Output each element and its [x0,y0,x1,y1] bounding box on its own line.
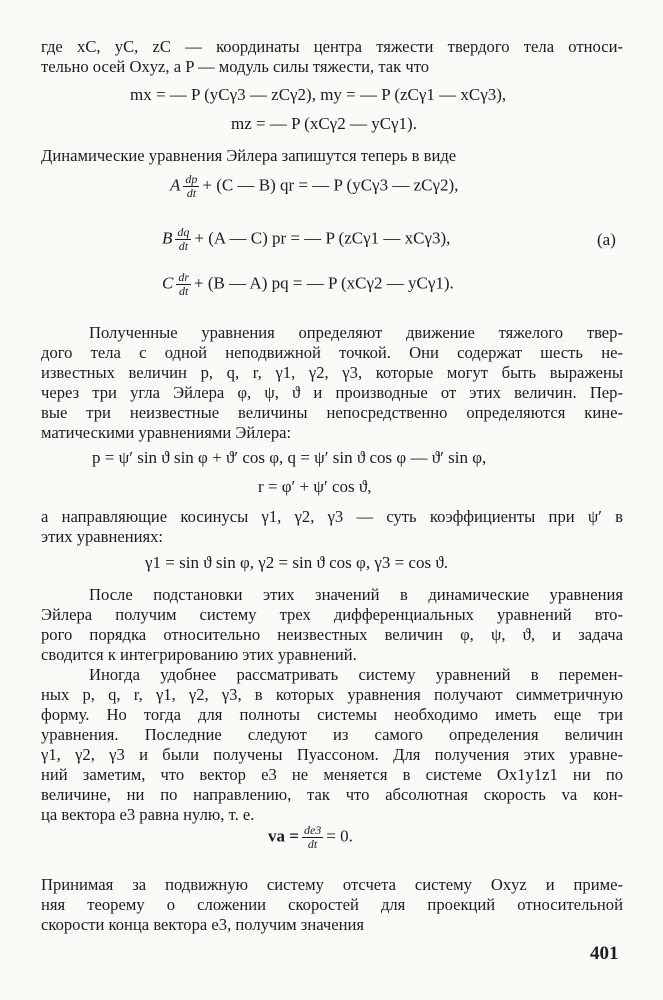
paragraph-line: вые три неизвестные величины непосредственно определяются кине- [41,403,623,422]
paragraph-line: няя теорему о сложении скоростей для проекций относительной [41,895,623,914]
euler-equation-3: C $\frac{dr}{dt}$ + (B — A) pq = — P (xCγ2 — yCγ1). [162,270,454,298]
kinematic-equations: p = ψ′ sin ϑ sin φ + ϑ′ cos φ, q = ψ′ sin ϑ cos φ — ϑ′ sin φ, [92,448,487,467]
paragraph-line: сводится к интегрированию этих уравнений. [41,645,357,664]
euler-equation-1: A $\frac{dp}{dt}$ + (C — B) qr = — P (yCγ3 — zCγ2), [170,172,459,200]
paragraph-line: уравнения. Последние следуют из самого определения величин [41,725,623,744]
paragraph-line: матическими уравнениями Эйлера: [41,423,292,442]
paragraph-line: дого тела с одной неподвижной точкой. Они содержат шесть не- [41,343,623,362]
paragraph-line: скорости конца вектора e3, получим значения [41,915,365,934]
paragraph-line: этих уравнениях: [41,527,164,546]
velocity-equation: va = $\frac{de3}{dt}$ = 0. [268,823,353,851]
paragraph-line: После подстановки этих значений в динамические уравнения [89,585,623,604]
paragraph-line: γ1, γ2, γ3 и были получены Пуассоном. Для получения этих уравне- [41,745,623,764]
euler-equation-2: B $\frac{dq}{dt}$ + (A — C) pr = — P (zCγ1 — xCγ3), [162,225,451,253]
paragraph-line: Принимая за подвижную систему отсчета систему Oxyz и приме- [41,875,623,894]
equation-moments-xy: mx = — P (yCγ3 — zCγ2), my = — P (zCγ1 — xCγ3), [130,85,507,104]
equation-moment-z: mz = — P (xCγ2 — yCγ1). [231,114,417,133]
paragraph-line: рого порядка относительно неизвестных величин φ, ψ, ϑ, и задача [41,625,623,644]
paragraph-line: форму. Но тогда для полноты системы необходимо иметь еще три [41,705,623,724]
paragraph-line: а направляющие косинусы γ1, γ2, γ3 — суть коэффициенты при ψ′ в [41,507,623,526]
paragraph-line: Полученные уравнения определяют движение тяжелого твер- [89,323,623,342]
equation-label: (a) [597,230,616,249]
paragraph-line: ных p, q, r, γ1, γ2, γ3, в которых уравнения получают симметричную [41,685,623,704]
page-number: 401 [590,943,619,964]
text-line: Динамические уравнения Эйлера запишутся теперь в виде [41,146,457,165]
direction-cosines-equation: γ1 = sin ϑ sin φ, γ2 = sin ϑ cos φ, γ3 = cos ϑ. [145,553,449,572]
text-line: тельно осей Oxyz, а P — модуль силы тяжести, так что [41,57,430,76]
paragraph-line: известных величин p, q, r, γ1, γ2, γ3, которые могут быть выражены [41,363,623,382]
paragraph-line: ца вектора e3 равна нулю, т. е. [41,805,255,824]
paragraph-line: Иногда удобнее рассматривать систему уравнений в перемен- [89,665,623,684]
paragraph-line: через три угла Эйлера φ, ψ, ϑ и производные от этих величин. Пер- [41,383,623,402]
paragraph-line: величине, ни по направлению, так что абсолютная скорость va кон- [41,785,623,804]
paragraph-line: ний заметим, что вектор e3 не меняется в системе Ox1y1z1 ни по [41,765,623,784]
paragraph-line: Эйлера получим систему трех дифференциальных уравнений вто- [41,605,623,624]
kinematic-equation-r: r = φ′ + ψ′ cos ϑ, [258,477,372,496]
text-line: где xC, yC, zC — координаты центра тяжести твердого тела относи- [41,37,623,56]
